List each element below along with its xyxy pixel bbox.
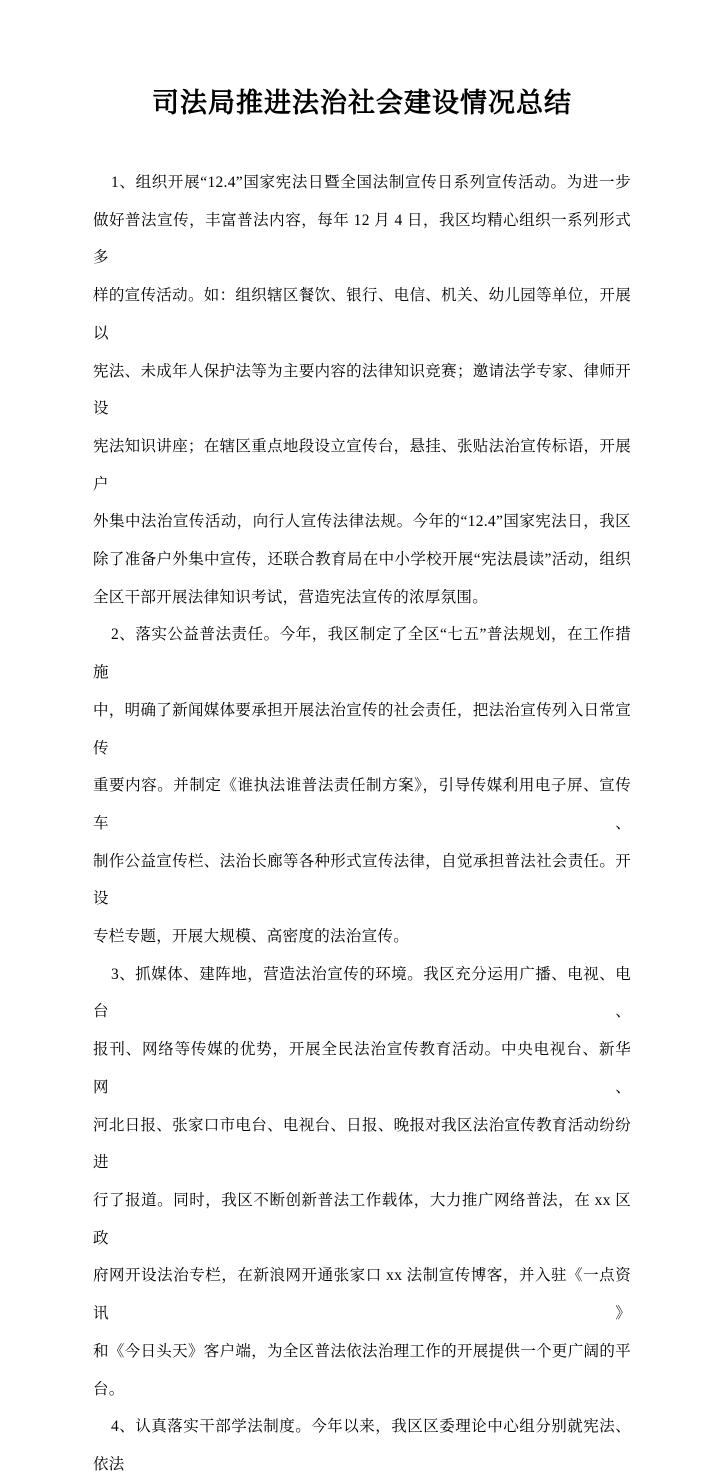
text-line: 做好普法宣传，丰富普法内容，每年 12 月 4 日，我区均精心组织一系列形式多 [93, 211, 631, 267]
text-line: 府网开设法治专栏，在新浪网开通张家口 xx 法制宣传博客，并入驻《一点资讯》 [93, 1267, 631, 1323]
text-line: 外集中法治宣传活动，向行人宣传法律法规。今年的“12.4”国家宪法日，我区 [93, 513, 631, 531]
text-line: 和《今日头天》客户端，为全区普法依法治理工作的开展提供一个更广阔的平台。 [93, 1342, 631, 1398]
text-line: 中，明确了新闻媒体要承担开展法治宣传的社会责任，把法治宣传列入日常宣传 [93, 701, 631, 757]
paragraph [93, 1408, 631, 1483]
text-line: 专栏专题，开展大规模、高密度的法治宣传。 [93, 928, 410, 946]
paragraph [93, 164, 631, 616]
document-body [93, 164, 631, 1484]
document-title: 司法局推进法治社会建设情况总结 [152, 88, 572, 118]
text-line: 4、认真落实干部学法制度。今年以来，我区区委理论中心组分别就宪法、依法 [93, 1418, 631, 1473]
text-line: 3、抓媒体、建阵地，营造法治宣传的环境。我区充分运用广播、电视、电台、 [93, 965, 631, 1021]
text-line: 样的宣传活动。如：组织辖区餐饮、银行、电信、机关、幼儿园等单位，开展以 [93, 287, 631, 342]
text-line: 制作公益宣传栏、法治长廊等各种形式宣传法律，自觉承担普法社会责任。开设 [93, 852, 631, 908]
text-line: 2、落实公益普法责任。今年，我区制定了全区“七五”普法规划，在工作措施 [93, 626, 631, 682]
text-line: 宪法知识讲座；在辖区重点地段设立宣传台，悬挂、张贴法治宣传标语，开展户 [93, 437, 631, 493]
text-line: 宪法、未成年人保护法等为主要内容的法律知识竞赛；邀请法学专家、律师开设 [93, 362, 631, 418]
paragraph [93, 956, 631, 1408]
text-line: 除了准备户外集中宣传，还联合教育局在中小学校开展“宪法晨读”活动，组织 [93, 551, 631, 569]
text-line: 报刊、网络等传媒的优势，开展全民法治宣传教育活动。中央电视台、新华网、 [93, 1041, 631, 1096]
text-line: 河北日报、张家口市电台、电视台、日报、晚报对我区法治宣传教育活动纷纷进 [93, 1116, 631, 1172]
text-line: 全区干部开展法律知识考试，营造宪法宣传的浓厚氛围。 [93, 588, 489, 606]
text-line: 1、组织开展“12.4”国家宪法日暨全国法制宣传日系列宣传活动。为进一步 [111, 174, 631, 191]
text-line: 重要内容。并制定《谁执法谁普法责任制方案》，引导传媒利用电子屏、宣传车、 [93, 777, 631, 832]
paragraph [93, 616, 631, 955]
text-line: 行了报道。同时，我区不断创新普法工作载体，大力推广网络普法，在 xx 区政 [93, 1191, 631, 1247]
